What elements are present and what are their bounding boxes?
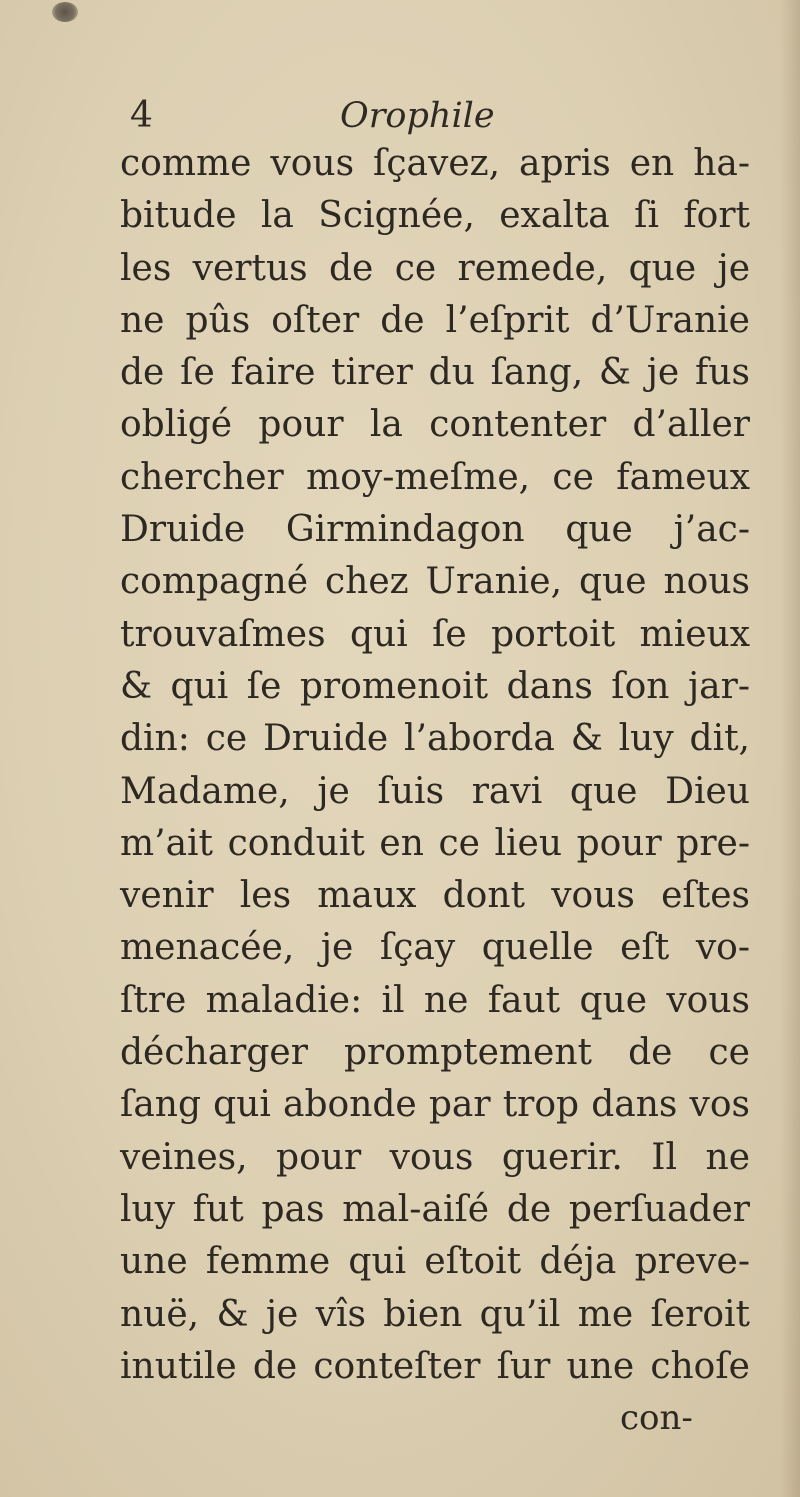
text-line: comme vous ſçavez, apris en ha- [120,143,750,184]
text-line: décharger promptement de ce [120,1032,750,1074]
page-edge-shadow [780,0,800,1497]
text-line: din: ce Druide l’aborda & luy dit, [120,718,750,760]
text-line: Druide Girmindagon que j’ac- [120,509,750,551]
text-line: compagné chez Uranie, que nous [120,561,750,603]
text-line: ſang qui abonde par trop dans vos [120,1084,750,1126]
text-line: Madame, je ſuis ravi que Dieu [120,770,750,812]
text-line: inutile de conteſter ſur une choſe [120,1345,750,1387]
text-line: une femme qui eſtoit déja preve- [120,1241,750,1283]
text-line: & qui ſe promenoit dans ſon jar- [120,665,750,707]
text-line: m’ait conduit en ce lieu pour pre- [120,822,750,864]
catchword: con- [620,1398,693,1438]
text-line: obligé pour la contenter d’aller [120,404,750,446]
text-line: ne pûs oſter de l’eſprit d’Uranie [120,299,750,341]
text-line: de ſe faire tirer du ſang, & je fus [120,352,750,394]
text-line: veines, pour vous guerir. Il ne [120,1136,750,1178]
text-line: bitude la Scignée, exalta ſi fort [120,195,750,237]
body-text [120,138,750,1393]
running-title: Orophile [340,96,495,136]
text-line: les vertus de ce remede, que je [120,247,750,289]
ink-stain [52,2,78,22]
page-number: 4 [130,95,153,136]
page-header [0,86,800,146]
text-line: chercher moy-meſme, ce fameux [120,456,750,498]
text-line: trouvaſmes qui ſe portoit mieux [120,613,750,655]
text-line: luy fut pas mal-aiſé de perſuader [120,1188,750,1230]
text-line: ſtre maladie: il ne faut que vous [120,979,750,1021]
text-line: nuë, & je vîs bien qu’il me ſeroit [120,1293,750,1335]
text-line: menacée, je ſçay quelle eſt vo- [120,927,750,969]
text-line: venir les maux dont vous eſtes [120,875,750,917]
